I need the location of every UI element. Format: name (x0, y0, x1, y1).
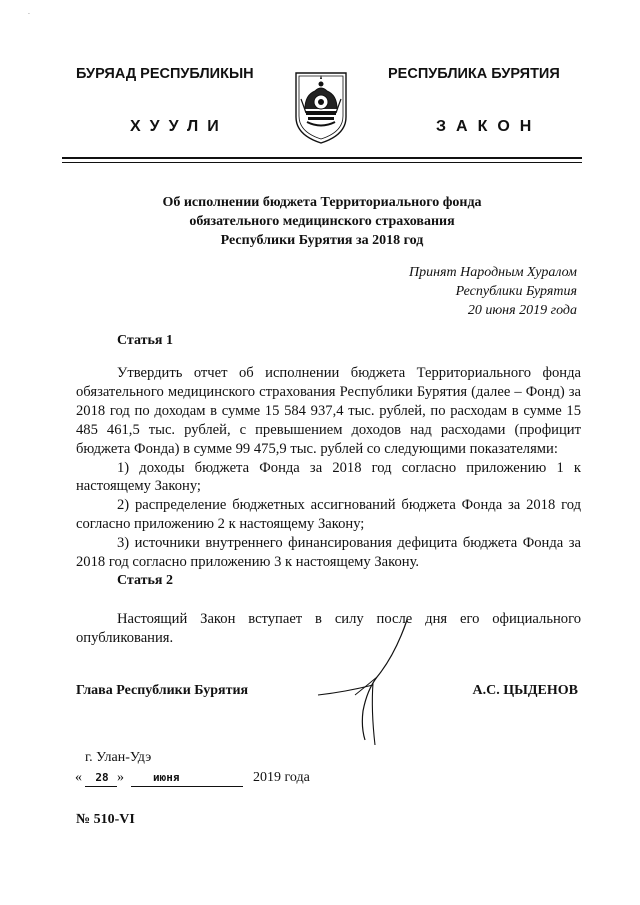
article-paragraph: Утвердить отчет об исполнении бюджета Территориального фонда обязательного медицинского страхования Республики Бурятия (далее – Фонд) за 2018 год по доходам в сумме 15 584 937,4 тыс. рублей, по расходам в сумме 15 485 461,5 тыс. рублей, с превышением доходов над расходами (профицит бюджета Фонда) в сумме 99 475,9 тыс. рублей со следующими показателями: (76, 365, 581, 457)
header-left-title: БУРЯАД РЕСПУБЛИКЫН (76, 66, 254, 82)
article-1-body (76, 364, 581, 572)
law-number: № 510-VI (76, 812, 135, 827)
signing-date (75, 770, 335, 790)
header-right-title: РЕСПУБЛИКА БУРЯТИЯ (388, 66, 560, 82)
scan-mark: ˙ (28, 12, 31, 21)
law-title-line: Об исполнении бюджета Территориального фонда (162, 195, 482, 210)
article-item: 2) распределение бюджетных ассигнований бюджета Фонда за 2018 год согласно приложению 2 к настоящему Закону; (76, 497, 581, 533)
adoption-date: 20 июня 2019 года (467, 303, 577, 318)
article-item: 1) доходы бюджета Фонда за 2018 год согласно приложению 1 к настоящему Закону; (76, 459, 581, 495)
law-title-line: Республики Бурятия за 2018 год (220, 233, 424, 248)
header-right-doc-type: ЗАКОН (436, 118, 542, 135)
adoption-line: Принят Народным Хуралом (408, 265, 577, 280)
date-month-underline (131, 786, 243, 787)
date-month-stamp: июня (153, 771, 180, 784)
date-day-underline (85, 786, 117, 787)
signatory-name: А.С. ЦЫДЕНОВ (472, 683, 578, 698)
date-year: 2019 года (253, 770, 310, 785)
adoption-note (409, 263, 577, 320)
article-2-heading: Статья 2 (117, 573, 173, 588)
article-1-heading: Статья 1 (117, 333, 173, 348)
law-title (90, 193, 554, 250)
coat-of-arms-icon (293, 69, 349, 145)
signing-city: г. Улан-Удэ (85, 750, 152, 765)
signatory-position: Глава Республики Бурятия (76, 683, 249, 698)
article-paragraph: Настоящий Закон вступает в силу после дня его официального опубликования. (76, 611, 581, 646)
date-quote-open: « (75, 770, 82, 785)
header-divider-thin (62, 162, 582, 163)
adoption-line: Республики Бурятия (455, 284, 577, 299)
handwritten-signature (315, 615, 425, 750)
article-item: 3) источники внутреннего финансирования дефицита бюджета Фонда за 2018 год согласно приложению 3 к настоящему Закону. (76, 535, 581, 571)
header-divider-thick (62, 157, 582, 159)
header-left-doc-type: ХУУЛИ (130, 118, 228, 135)
date-quote-close: » (117, 770, 124, 785)
date-day-stamp: 28 (95, 771, 109, 784)
law-title-line: обязательного медицинского страхования (189, 214, 455, 229)
